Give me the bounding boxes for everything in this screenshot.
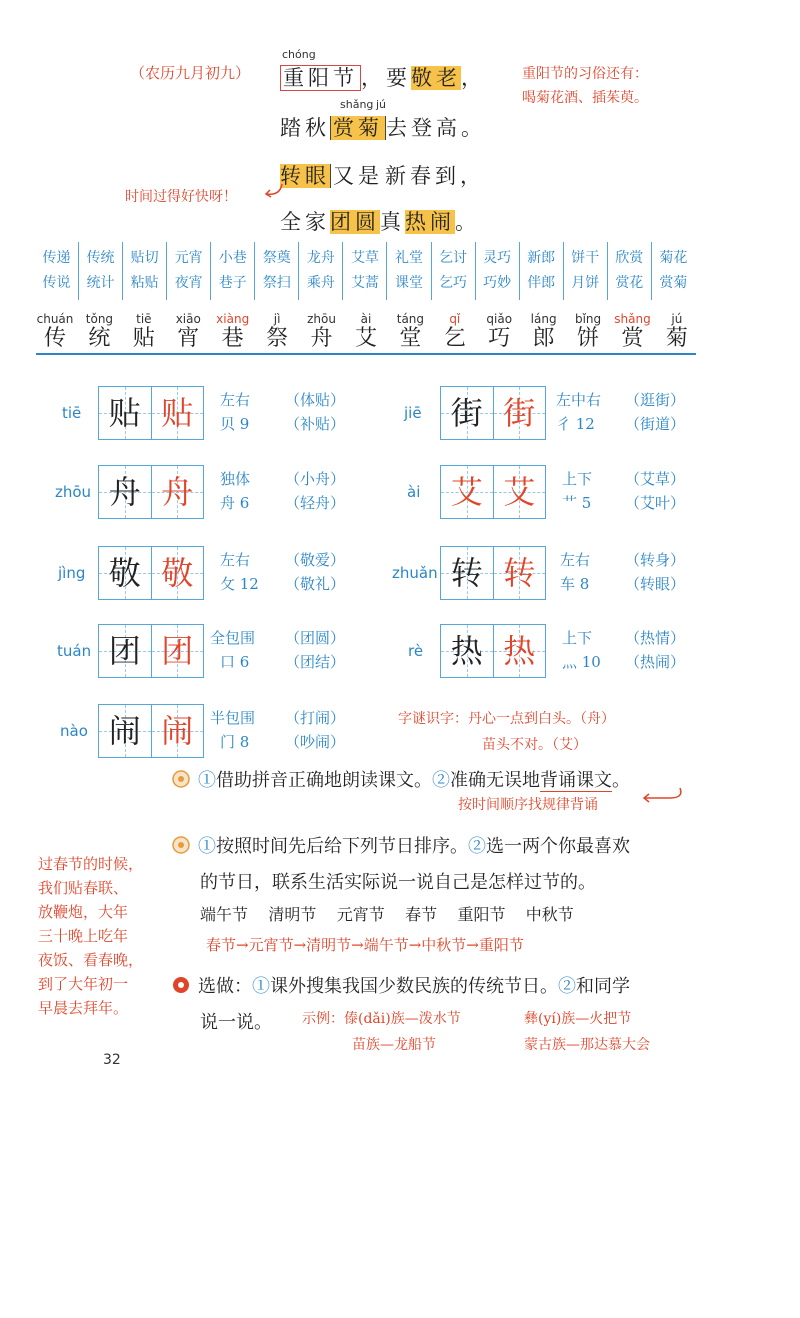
riddle-line-1: 字谜识字：丹心一点到白头。（舟） [398,711,615,727]
char-item: zhōu 舟 [307,312,336,351]
grid-structure: 左右 贝 9 [220,391,251,433]
custom-note: 重阳节的习俗还有： 喝菊花酒、插茱萸。 [522,66,648,106]
grid-structure: 上下 艹 5 [562,470,593,512]
word-cell: 小巷 巷子 [211,242,255,300]
grid-words: （逛街） （街道） [625,391,686,433]
arrow-icon [262,180,286,204]
word-cell: 艾草 艾蒿 [343,242,387,300]
word-cell: 菊花 赏菊 [659,250,688,291]
pinyin-chong: chóng [282,48,316,61]
grid-structure: 独体 舟 6 [220,470,251,512]
word-cell: 贴切 粘贴 [123,242,167,300]
example-4: 蒙古族—那达慕大会 [524,1037,650,1053]
pinyin-ju: jú [376,98,387,111]
word-cell: 祭奠 祭扫 [255,242,299,300]
poem-line-2: 踏秋 赏菊 去登高。 [280,116,486,140]
word-table [35,242,695,300]
char-item: xiāo 宵 [175,312,201,351]
pinyin-shang: shǎng [340,98,374,111]
grid-pinyin: jìng [58,564,86,582]
grid-structure: 上下 灬 10 [562,629,601,671]
grid-words: （敬爱） （敬礼） [285,551,346,593]
divider [36,353,696,355]
task-2-line-1: ①按照时间先后给下列节日排序。②选一两个你最喜欢 [198,836,630,857]
task-2-line-2: 的节日，联系生活实际说一说自己是怎样过节的。 [200,872,596,893]
grid-structure: 左中右 彳 12 [556,391,602,433]
writing-grid: 热 热 [440,624,546,678]
grid-words: （转身） （转眼） [625,551,686,593]
char-item: jì 祭 [266,312,289,351]
grid-structure: 半包围 门 8 [210,709,256,751]
grid-words: （热情） （热闹） [625,629,686,671]
optional-icon [172,976,190,994]
activity-icon [172,836,190,854]
writing-grid: 敬 敬 [98,546,204,600]
char-item: shǎng 赏 [614,312,651,351]
reading-icon [172,770,190,788]
lunar-date-note: （农历九月初九） [130,64,251,82]
page-number: 32 [103,1052,121,1068]
word-cell: 传递 传说 [35,242,79,300]
word-cell: 欣赏 赏花 [607,242,651,300]
writing-grid: 街 街 [440,386,546,440]
riddle-line-2: 苗头不对。（艾） [482,737,587,753]
word-cell: 灵巧 巧妙 [475,242,519,300]
grid-pinyin: tiē [62,404,82,422]
task-1: ①借助拼音正确地朗读课文。②准确无误地背诵课文。 [198,770,630,791]
writing-grid: 闹 闹 [98,704,204,758]
word-cell: 乞讨 乞巧 [431,242,475,300]
spring-festival-note: 过春节的时候， 我们贴春联、 放鞭炮，大年 三十晚上吃年 夜饭、看春晚， 到了大年初一 早晨去拜年。 [38,855,144,1017]
example-1: 示例：傣(dǎi)族—泼水节 [302,1011,461,1027]
word-cell: 新郎 伴郎 [519,242,563,300]
festival-order-answer: 春节→元宵节→清明节→端午节→中秋节→重阳节 [206,936,524,954]
word-cell: 传统 统计 [79,242,123,300]
recite-note: 按时间顺序找规律背诵 [458,797,598,813]
grid-words: （打闹） （吵闹） [285,709,346,751]
festival-list: 端午节 清明节 元宵节 春节 重阳节 中秋节 [200,905,574,924]
word-cell: 元宵 夜宵 [167,242,211,300]
char-item: jú 菊 [665,312,688,351]
time-note: 时间过得好快呀！ [125,189,237,205]
grid-words: （小舟） （轻舟） [285,470,346,512]
grid-words: （艾草） （艾叶） [625,470,686,512]
character-list [36,312,696,352]
grid-pinyin: zhuǎn [392,564,438,582]
char-item: ài 艾 [354,312,377,351]
word-cell: 饼干 月饼 [563,242,607,300]
word-cell: 龙舟 乘舟 [299,242,343,300]
grid-pinyin: zhōu [55,483,92,501]
char-item: chuán 传 [36,312,74,351]
example-2: 彝(yí)族—火把节 [524,1011,632,1027]
char-item: láng 郎 [530,312,557,351]
grid-structure: 左右 攵 12 [220,551,259,593]
word-cell: 礼堂 课堂 [387,242,431,300]
writing-grid: 团 团 [98,624,204,678]
poem-line-3: 转眼 又是新春到， [280,164,485,188]
grid-pinyin: nào [60,722,88,740]
grid-words: （团圆） （团结） [285,629,346,671]
char-item: qǐ 乞 [443,312,466,351]
poem-line-1: 重阳节 ，要敬老， [280,62,486,92]
char-item: xiàng 巷 [216,312,250,351]
task-3-line-2: 说一说。 [200,1012,272,1033]
grid-words: （体贴） （补贴） [285,391,346,433]
char-item: qiǎo 巧 [486,312,513,351]
writing-grid: 舟 舟 [98,465,204,519]
writing-grid: 艾 艾 [440,465,546,519]
writing-grid: 转 转 [440,546,546,600]
grid-pinyin: rè [408,642,424,660]
char-item: táng 堂 [396,312,425,351]
grid-pinyin: ài [407,483,421,501]
arrow-icon [640,786,686,806]
grid-pinyin: jiē [404,404,422,422]
char-item: tǒng 统 [85,312,114,351]
char-item: bǐng 饼 [574,312,602,351]
example-3: 苗族—龙船节 [352,1037,436,1053]
poem-line-4: 全家团圆真热闹。 [280,210,480,234]
grid-structure: 全包围 口 6 [210,629,256,671]
char-item: tiē 贴 [132,312,155,351]
writing-grid: 贴 贴 [98,386,204,440]
task-3-line-1: 选做：①课外搜集我国少数民族的传统节日。②和同学 [198,976,630,997]
grid-structure: 左右 车 8 [560,551,591,593]
grid-pinyin: tuán [57,642,92,660]
